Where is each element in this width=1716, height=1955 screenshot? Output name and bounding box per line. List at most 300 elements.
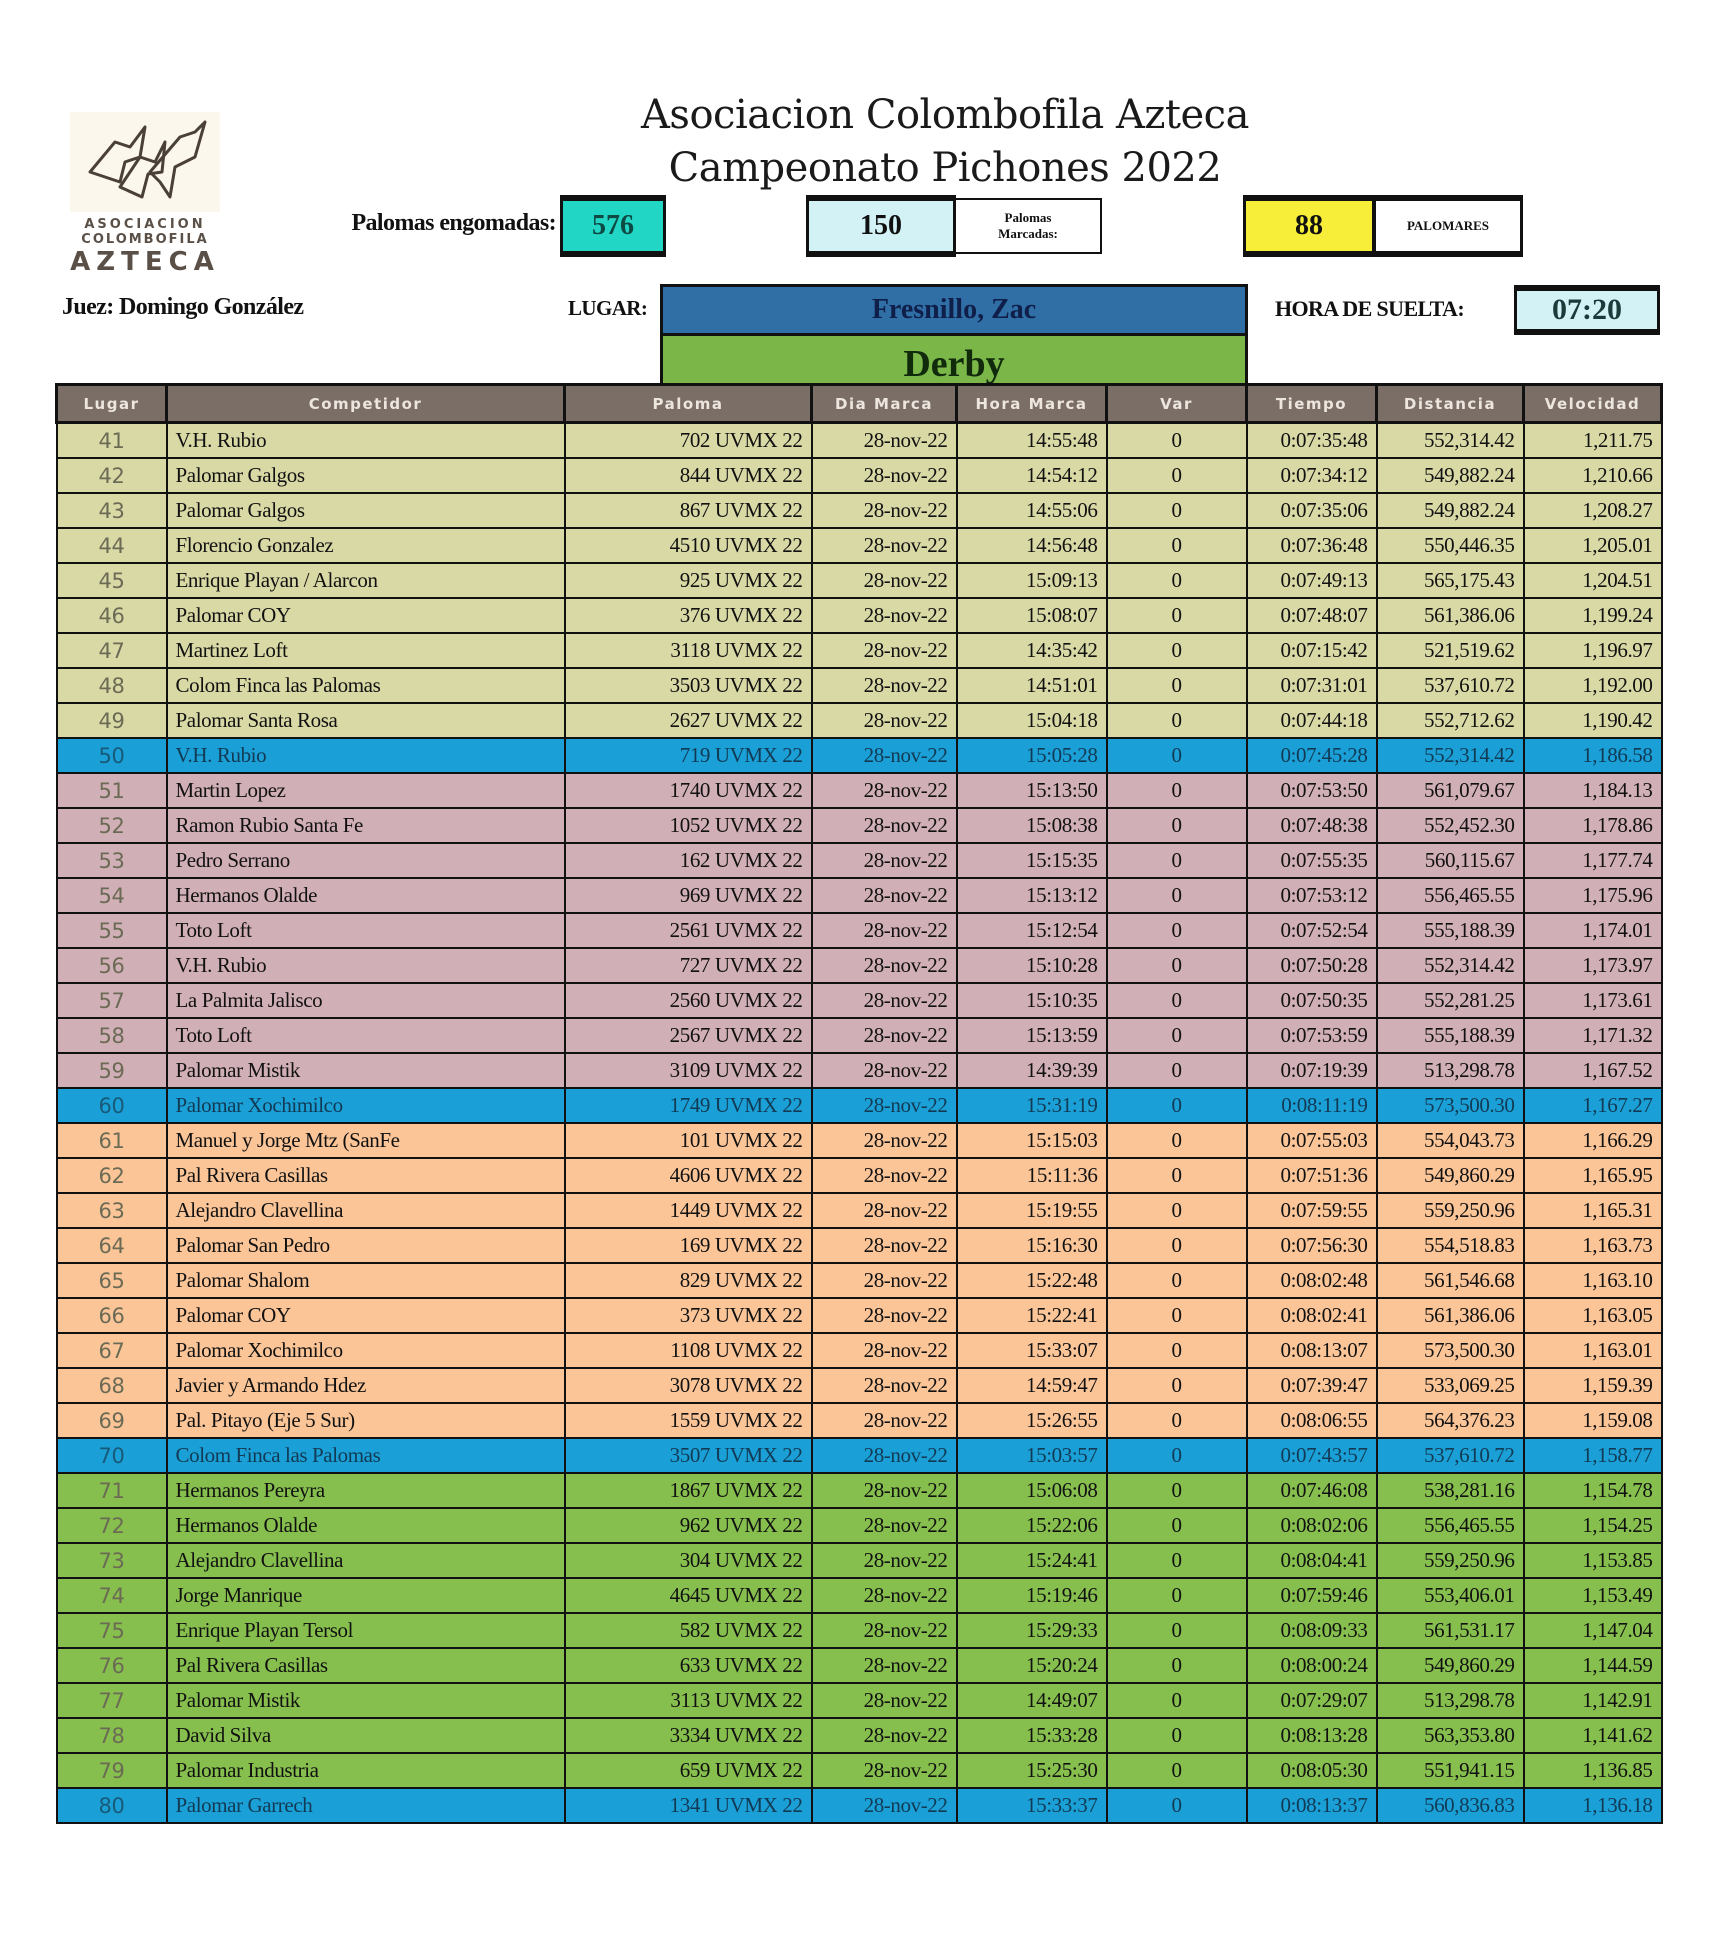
cell-velocidad: 1,175.96 [1524,878,1662,913]
cell-distancia: 533,069.25 [1377,1368,1524,1403]
table-row[interactable] [57,1788,1662,1823]
table-row[interactable] [57,1193,1662,1228]
cell-distancia: 549,860.29 [1377,1648,1524,1683]
table-row[interactable] [57,1438,1662,1473]
cell-distancia: 553,406.01 [1377,1578,1524,1613]
cell-distancia: 552,712.62 [1377,703,1524,738]
cell-competidor: V.H. Rubio [167,423,565,459]
cell-paloma: 1749 UVMX 22 [565,1088,812,1123]
cell-competidor: Martin Lopez [167,773,565,808]
cell-dia-marca: 28-nov-22 [812,948,957,983]
cell-var: 0 [1107,1123,1247,1158]
cell-paloma: 962 UVMX 22 [565,1508,812,1543]
cell-tiempo: 0:07:52:54 [1247,913,1377,948]
table-row[interactable] [57,1298,1662,1333]
cell-hora-marca: 15:16:30 [957,1228,1107,1263]
cell-var: 0 [1107,1508,1247,1543]
cell-tiempo: 0:08:06:55 [1247,1403,1377,1438]
cell-hora-marca: 15:33:07 [957,1333,1107,1368]
cell-dia-marca: 28-nov-22 [812,843,957,878]
cell-hora-marca: 15:33:37 [957,1788,1107,1823]
cell-tiempo: 0:07:35:06 [1247,493,1377,528]
cell-dia-marca: 28-nov-22 [812,668,957,703]
cell-competidor: Pal Rivera Casillas [167,1158,565,1193]
cell-distancia: 555,188.39 [1377,1018,1524,1053]
cell-paloma: 169 UVMX 22 [565,1228,812,1263]
col-header-var[interactable]: Var [1107,385,1247,423]
table-row[interactable] [57,1088,1662,1123]
cell-paloma: 162 UVMX 22 [565,843,812,878]
cell-velocidad: 1,165.95 [1524,1158,1662,1193]
cell-velocidad: 1,177.74 [1524,843,1662,878]
table-row[interactable] [57,808,1662,843]
pigeons-logo-icon [70,112,220,212]
cell-var: 0 [1107,773,1247,808]
cell-hora-marca: 15:22:41 [957,1298,1107,1333]
cell-var: 0 [1107,1578,1247,1613]
cell-distancia: 561,386.06 [1377,1298,1524,1333]
cell-dia-marca: 28-nov-22 [812,1088,957,1123]
cell-paloma: 101 UVMX 22 [565,1123,812,1158]
cell-var: 0 [1107,458,1247,493]
cell-competidor: V.H. Rubio [167,948,565,983]
cell-hora-marca: 15:09:13 [957,563,1107,598]
cell-lugar: 49 [57,703,167,738]
cell-var: 0 [1107,493,1247,528]
cell-var: 0 [1107,1018,1247,1053]
cell-hora-marca: 15:10:35 [957,983,1107,1018]
cell-hora-marca: 14:59:47 [957,1368,1107,1403]
col-header-tiempo[interactable]: Tiempo [1247,385,1377,423]
cell-hora-marca: 15:08:07 [957,598,1107,633]
cell-tiempo: 0:08:02:48 [1247,1263,1377,1298]
cell-tiempo: 0:07:15:42 [1247,633,1377,668]
cell-hora-marca: 14:56:48 [957,528,1107,563]
cell-dia-marca: 28-nov-22 [812,458,957,493]
cell-var: 0 [1107,808,1247,843]
cell-dia-marca: 28-nov-22 [812,983,957,1018]
cell-tiempo: 0:07:39:47 [1247,1368,1377,1403]
col-header-dia-marca[interactable]: Dia Marca [812,385,957,423]
cell-dia-marca: 28-nov-22 [812,773,957,808]
table-row[interactable] [57,1368,1662,1403]
page-title: Asociacion Colombofila Azteca [641,92,1249,138]
cell-paloma: 633 UVMX 22 [565,1648,812,1683]
cell-competidor: Pal. Pitayo (Eje 5 Sur) [167,1403,565,1438]
col-header-paloma[interactable]: Paloma [565,385,812,423]
cell-dia-marca: 28-nov-22 [812,1368,957,1403]
cell-var: 0 [1107,633,1247,668]
cell-dia-marca: 28-nov-22 [812,1123,957,1158]
cell-var: 0 [1107,1648,1247,1683]
cell-distancia: 561,079.67 [1377,773,1524,808]
cell-competidor: Palomar Galgos [167,493,565,528]
table-row[interactable] [57,1473,1662,1508]
cell-competidor: Alejandro Clavellina [167,1193,565,1228]
cell-velocidad: 1,190.42 [1524,703,1662,738]
cell-competidor: Palomar Santa Rosa [167,703,565,738]
page-subtitle: Campeonato Pichones 2022 [668,145,1222,191]
cell-tiempo: 0:08:05:30 [1247,1753,1377,1788]
lugar-label: LUGAR: [568,296,648,320]
cell-hora-marca: 15:15:35 [957,843,1107,878]
cell-distancia: 513,298.78 [1377,1053,1524,1088]
cell-dia-marca: 28-nov-22 [812,1683,957,1718]
cell-tiempo: 0:07:55:35 [1247,843,1377,878]
table-row[interactable] [57,493,1662,528]
cell-competidor: Jorge Manrique [167,1578,565,1613]
table-row[interactable] [57,1683,1662,1718]
col-header-velocidad[interactable]: Velocidad [1524,385,1662,423]
cell-lugar: 43 [57,493,167,528]
cell-dia-marca: 28-nov-22 [812,1438,957,1473]
cell-tiempo: 0:08:04:41 [1247,1543,1377,1578]
cell-competidor: Enrique Playan Tersol [167,1613,565,1648]
cell-dia-marca: 28-nov-22 [812,1018,957,1053]
cell-competidor: Palomar COY [167,1298,565,1333]
palomas-marcadas-label-line2: Marcadas: [998,226,1058,241]
cell-paloma: 727 UVMX 22 [565,948,812,983]
cell-velocidad: 1,173.97 [1524,948,1662,983]
cell-hora-marca: 15:22:48 [957,1263,1107,1298]
cell-dia-marca: 28-nov-22 [812,1263,957,1298]
cell-velocidad: 1,173.61 [1524,983,1662,1018]
cell-competidor: La Palmita Jalisco [167,983,565,1018]
cell-lugar: 61 [57,1123,167,1158]
cell-velocidad: 1,141.62 [1524,1718,1662,1753]
cell-distancia: 559,250.96 [1377,1193,1524,1228]
palomas-marcadas-value: 150 [806,195,956,257]
cell-tiempo: 0:07:19:39 [1247,1053,1377,1088]
table-row[interactable] [57,843,1662,878]
cell-paloma: 969 UVMX 22 [565,878,812,913]
cell-dia-marca: 28-nov-22 [812,1578,957,1613]
cell-lugar: 76 [57,1648,167,1683]
cell-tiempo: 0:07:45:28 [1247,738,1377,773]
cell-dia-marca: 28-nov-22 [812,1158,957,1193]
table-row[interactable] [57,1333,1662,1368]
table-row[interactable] [57,598,1662,633]
cell-paloma: 1108 UVMX 22 [565,1333,812,1368]
cell-distancia: 564,376.23 [1377,1403,1524,1438]
cell-dia-marca: 28-nov-22 [812,528,957,563]
table-row[interactable] [57,458,1662,493]
table-row[interactable] [57,913,1662,948]
cell-distancia: 549,860.29 [1377,1158,1524,1193]
cell-velocidad: 1,154.25 [1524,1508,1662,1543]
cell-var: 0 [1107,738,1247,773]
cell-velocidad: 1,204.51 [1524,563,1662,598]
cell-dia-marca: 28-nov-22 [812,1753,957,1788]
table-row[interactable] [57,773,1662,808]
cell-dia-marca: 28-nov-22 [812,913,957,948]
cell-velocidad: 1,178.86 [1524,808,1662,843]
cell-paloma: 3503 UVMX 22 [565,668,812,703]
cell-paloma: 4510 UVMX 22 [565,528,812,563]
cell-velocidad: 1,144.59 [1524,1648,1662,1683]
judge-name: Juez: Domingo González [62,294,304,320]
cell-distancia: 561,386.06 [1377,598,1524,633]
cell-paloma: 1867 UVMX 22 [565,1473,812,1508]
cell-competidor: Pal Rivera Casillas [167,1648,565,1683]
cell-hora-marca: 15:29:33 [957,1613,1107,1648]
cell-lugar: 78 [57,1718,167,1753]
cell-var: 0 [1107,913,1247,948]
cell-lugar: 58 [57,1018,167,1053]
cell-distancia: 537,610.72 [1377,1438,1524,1473]
cell-tiempo: 0:07:48:38 [1247,808,1377,843]
cell-competidor: Enrique Playan / Alarcon [167,563,565,598]
cell-competidor: Hermanos Olalde [167,1508,565,1543]
cell-lugar: 67 [57,1333,167,1368]
col-header-lugar[interactable]: Lugar [57,385,167,423]
palomas-engomadas-value: 576 [560,195,666,257]
table-row[interactable] [57,1403,1662,1438]
table-row[interactable] [57,703,1662,738]
cell-hora-marca: 15:13:59 [957,1018,1107,1053]
cell-var: 0 [1107,1403,1247,1438]
cell-distancia: 563,353.80 [1377,1718,1524,1753]
cell-hora-marca: 15:04:18 [957,703,1107,738]
col-header-distancia[interactable]: Distancia [1377,385,1524,423]
cell-velocidad: 1,159.08 [1524,1403,1662,1438]
cell-var: 0 [1107,1788,1247,1823]
cell-dia-marca: 28-nov-22 [812,1613,957,1648]
cell-lugar: 46 [57,598,167,633]
cell-var: 0 [1107,948,1247,983]
cell-var: 0 [1107,1228,1247,1263]
cell-var: 0 [1107,1613,1247,1648]
cell-lugar: 57 [57,983,167,1018]
cell-tiempo: 0:07:29:07 [1247,1683,1377,1718]
cell-hora-marca: 15:33:28 [957,1718,1107,1753]
results-table [55,383,1663,1824]
table-row[interactable] [57,1018,1662,1053]
cell-hora-marca: 15:19:55 [957,1193,1107,1228]
cell-distancia: 513,298.78 [1377,1683,1524,1718]
cell-paloma: 829 UVMX 22 [565,1263,812,1298]
table-row[interactable] [57,1123,1662,1158]
cell-var: 0 [1107,878,1247,913]
cell-var: 0 [1107,1438,1247,1473]
table-row[interactable] [57,1543,1662,1578]
table-row[interactable] [57,528,1662,563]
cell-hora-marca: 15:20:24 [957,1648,1107,1683]
cell-velocidad: 1,171.32 [1524,1018,1662,1053]
cell-competidor: Palomar Xochimilco [167,1088,565,1123]
cell-paloma: 3507 UVMX 22 [565,1438,812,1473]
cell-velocidad: 1,153.49 [1524,1578,1662,1613]
cell-paloma: 3118 UVMX 22 [565,633,812,668]
table-row[interactable] [57,1053,1662,1088]
cell-distancia: 560,115.67 [1377,843,1524,878]
cell-distancia: 552,281.25 [1377,983,1524,1018]
cell-distancia: 552,314.42 [1377,738,1524,773]
cell-distancia: 556,465.55 [1377,1508,1524,1543]
cell-distancia: 551,941.15 [1377,1753,1524,1788]
cell-hora-marca: 14:35:42 [957,633,1107,668]
cell-velocidad: 1,136.18 [1524,1788,1662,1823]
cell-paloma: 1559 UVMX 22 [565,1403,812,1438]
table-row[interactable] [57,1228,1662,1263]
cell-distancia: 549,882.24 [1377,493,1524,528]
cell-competidor: Hermanos Pereyra [167,1473,565,1508]
cell-dia-marca: 28-nov-22 [812,703,957,738]
cell-lugar: 80 [57,1788,167,1823]
cell-tiempo: 0:07:51:36 [1247,1158,1377,1193]
table-row[interactable] [57,563,1662,598]
cell-velocidad: 1,136.85 [1524,1753,1662,1788]
cell-competidor: Palomar Industria [167,1753,565,1788]
cell-lugar: 55 [57,913,167,948]
cell-tiempo: 0:07:50:35 [1247,983,1377,1018]
cell-velocidad: 1,153.85 [1524,1543,1662,1578]
table-row[interactable] [57,878,1662,913]
cell-competidor: Palomar Galgos [167,458,565,493]
table-row[interactable] [57,983,1662,1018]
cell-paloma: 925 UVMX 22 [565,563,812,598]
table-row[interactable] [57,633,1662,668]
table-row[interactable] [57,1718,1662,1753]
cell-competidor: Ramon Rubio Santa Fe [167,808,565,843]
cell-distancia: 550,446.35 [1377,528,1524,563]
table-row[interactable] [57,668,1662,703]
table-row[interactable] [57,1158,1662,1193]
cell-lugar: 68 [57,1368,167,1403]
cell-distancia: 552,452.30 [1377,808,1524,843]
cell-velocidad: 1,166.29 [1524,1123,1662,1158]
cell-var: 0 [1107,843,1247,878]
cell-lugar: 51 [57,773,167,808]
cell-paloma: 2560 UVMX 22 [565,983,812,1018]
cell-dia-marca: 28-nov-22 [812,738,957,773]
table-row[interactable] [57,1263,1662,1298]
logo-line-1: ASOCIACION [84,217,206,232]
cell-hora-marca: 14:55:48 [957,423,1107,459]
table-row[interactable] [57,1508,1662,1543]
cell-lugar: 79 [57,1753,167,1788]
cell-competidor: Colom Finca las Palomas [167,668,565,703]
cell-hora-marca: 15:26:55 [957,1403,1107,1438]
table-row[interactable] [57,1578,1662,1613]
cell-lugar: 77 [57,1683,167,1718]
cell-velocidad: 1,199.24 [1524,598,1662,633]
place-box [660,284,1248,389]
cell-paloma: 719 UVMX 22 [565,738,812,773]
cell-lugar: 74 [57,1578,167,1613]
cell-tiempo: 0:07:35:48 [1247,423,1377,459]
cell-competidor: Palomar Xochimilco [167,1333,565,1368]
cell-var: 0 [1107,1753,1247,1788]
cell-distancia: 552,314.42 [1377,948,1524,983]
cell-competidor: V.H. Rubio [167,738,565,773]
cell-tiempo: 0:07:59:55 [1247,1193,1377,1228]
cell-hora-marca: 15:05:28 [957,738,1107,773]
cell-lugar: 45 [57,563,167,598]
association-logo [70,112,220,282]
table-row[interactable] [57,1613,1662,1648]
cell-lugar: 52 [57,808,167,843]
cell-lugar: 65 [57,1263,167,1298]
cell-tiempo: 0:07:36:48 [1247,528,1377,563]
hora-suelta-label: HORA DE SUELTA: [1275,296,1465,321]
palomas-marcadas-label [954,198,1102,254]
cell-distancia: 537,610.72 [1377,668,1524,703]
cell-paloma: 3109 UVMX 22 [565,1053,812,1088]
cell-paloma: 1449 UVMX 22 [565,1193,812,1228]
cell-competidor: Colom Finca las Palomas [167,1438,565,1473]
cell-paloma: 3078 UVMX 22 [565,1368,812,1403]
cell-var: 0 [1107,563,1247,598]
cell-var: 0 [1107,1158,1247,1193]
cell-lugar: 63 [57,1193,167,1228]
cell-dia-marca: 28-nov-22 [812,1788,957,1823]
col-header-hora-marca[interactable]: Hora Marca [957,385,1107,423]
table-row[interactable] [57,1648,1662,1683]
cell-var: 0 [1107,528,1247,563]
table-row[interactable] [57,738,1662,773]
cell-lugar: 56 [57,948,167,983]
cell-var: 0 [1107,1193,1247,1228]
cell-dia-marca: 28-nov-22 [812,1648,957,1683]
table-row[interactable] [57,423,1662,459]
cell-competidor: Palomar Mistik [167,1683,565,1718]
table-row[interactable] [57,1753,1662,1788]
cell-velocidad: 1,167.52 [1524,1053,1662,1088]
cell-distancia: 573,500.30 [1377,1333,1524,1368]
cell-hora-marca: 15:24:41 [957,1543,1107,1578]
cell-velocidad: 1,142.91 [1524,1683,1662,1718]
cell-var: 0 [1107,983,1247,1018]
logo-line-3: AZTECA [70,247,220,277]
cell-distancia: 555,188.39 [1377,913,1524,948]
cell-dia-marca: 28-nov-22 [812,808,957,843]
cell-tiempo: 0:08:13:28 [1247,1718,1377,1753]
cell-competidor: David Silva [167,1718,565,1753]
cell-competidor: Manuel y Jorge Mtz (SanFe [167,1123,565,1158]
col-header-competidor[interactable]: Competidor [167,385,565,423]
cell-lugar: 73 [57,1543,167,1578]
cell-var: 0 [1107,598,1247,633]
cell-dia-marca: 28-nov-22 [812,1333,957,1368]
cell-hora-marca: 14:54:12 [957,458,1107,493]
cell-tiempo: 0:07:44:18 [1247,703,1377,738]
cell-competidor: Palomar COY [167,598,565,633]
cell-velocidad: 1,196.97 [1524,633,1662,668]
cell-tiempo: 0:07:31:01 [1247,668,1377,703]
cell-competidor: Javier y Armando Hdez [167,1368,565,1403]
cell-lugar: 66 [57,1298,167,1333]
cell-dia-marca: 28-nov-22 [812,1543,957,1578]
cell-paloma: 1052 UVMX 22 [565,808,812,843]
cell-hora-marca: 14:51:01 [957,668,1107,703]
cell-hora-marca: 15:13:12 [957,878,1107,913]
cell-var: 0 [1107,1683,1247,1718]
table-row[interactable] [57,948,1662,983]
cell-hora-marca: 15:06:08 [957,1473,1107,1508]
cell-velocidad: 1,174.01 [1524,913,1662,948]
cell-tiempo: 0:08:09:33 [1247,1613,1377,1648]
cell-velocidad: 1,163.73 [1524,1228,1662,1263]
cell-dia-marca: 28-nov-22 [812,563,957,598]
cell-lugar: 64 [57,1228,167,1263]
cell-paloma: 1341 UVMX 22 [565,1788,812,1823]
cell-lugar: 69 [57,1403,167,1438]
cell-var: 0 [1107,1053,1247,1088]
cell-velocidad: 1,211.75 [1524,423,1662,459]
cell-tiempo: 0:07:53:50 [1247,773,1377,808]
cell-hora-marca: 15:25:30 [957,1753,1107,1788]
